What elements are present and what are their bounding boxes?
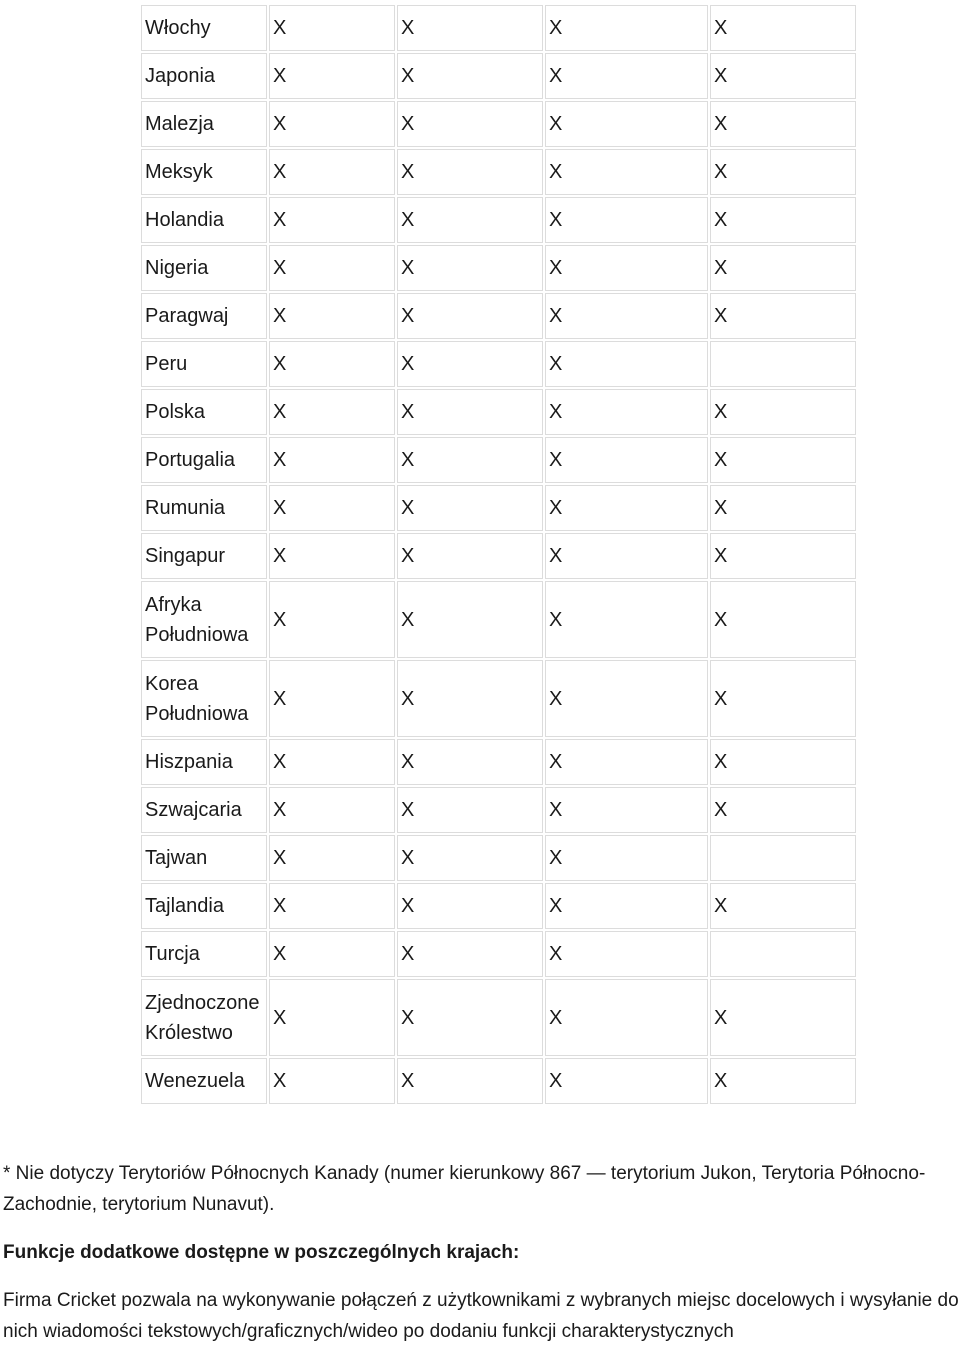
table-row (141, 787, 856, 833)
country-cell: Malezja (141, 101, 267, 147)
table-row (141, 1058, 856, 1104)
country-cell: Tajwan (141, 835, 267, 881)
table-row (141, 389, 856, 435)
country-cell: Korea Południowa (141, 660, 267, 737)
table-row (141, 660, 856, 737)
availability-cell: X (397, 293, 543, 339)
availability-cell: X (545, 979, 708, 1056)
availability-cell: X (545, 581, 708, 658)
availability-cell: X (545, 437, 708, 483)
country-cell: Wenezuela (141, 1058, 267, 1104)
availability-cell: X (269, 101, 395, 147)
availability-cell: X (710, 293, 856, 339)
availability-cell: X (710, 53, 856, 99)
availability-cell: X (397, 1058, 543, 1104)
availability-cell: X (545, 149, 708, 195)
table-row (141, 835, 856, 881)
availability-cell: X (397, 660, 543, 737)
availability-cell: X (269, 835, 395, 881)
availability-cell: X (710, 533, 856, 579)
availability-cell: X (397, 341, 543, 387)
availability-cell: X (269, 293, 395, 339)
availability-cell: X (545, 245, 708, 291)
availability-cell: X (710, 883, 856, 929)
availability-cell: X (269, 5, 395, 51)
availability-cell: X (397, 101, 543, 147)
availability-cell: X (710, 149, 856, 195)
availability-cell: X (397, 581, 543, 658)
availability-cell: X (710, 739, 856, 785)
availability-cell: X (269, 149, 395, 195)
availability-cell: X (397, 835, 543, 881)
availability-cell: X (710, 437, 856, 483)
availability-cell: X (397, 485, 543, 531)
availability-cell: X (545, 5, 708, 51)
country-cell: Włochy (141, 5, 267, 51)
table-row (141, 739, 856, 785)
table-row (141, 149, 856, 195)
availability-cell: X (710, 660, 856, 737)
country-cell: Tajlandia (141, 883, 267, 929)
footnote: * Nie dotyczy Terytoriów Północnych Kanady (numer kierunkowy 867 — terytorium Jukon, Terytoria Północno-Zachodnie, terytorium Nunavut). (3, 1163, 926, 1215)
availability-cell: X (545, 1058, 708, 1104)
availability-cell: X (545, 101, 708, 147)
country-cell: Peru (141, 341, 267, 387)
section-heading: Funkcje dodatkowe dostępne w poszczególnych krajach: (3, 1242, 520, 1263)
country-cell: Japonia (141, 53, 267, 99)
availability-cell: X (545, 533, 708, 579)
table-row (141, 101, 856, 147)
availability-cell: X (397, 149, 543, 195)
availability-cell: X (269, 660, 395, 737)
availability-cell: X (710, 101, 856, 147)
availability-cell: X (397, 197, 543, 243)
availability-cell: X (710, 389, 856, 435)
availability-cell: X (545, 53, 708, 99)
availability-cell (710, 835, 856, 881)
country-features-table (139, 3, 858, 1106)
availability-cell: X (397, 53, 543, 99)
availability-cell (710, 931, 856, 977)
table-row (141, 245, 856, 291)
availability-cell: X (710, 197, 856, 243)
availability-cell: X (269, 437, 395, 483)
availability-cell: X (397, 533, 543, 579)
availability-cell: X (545, 739, 708, 785)
availability-cell: X (269, 979, 395, 1056)
table-row (141, 931, 856, 977)
table-row (141, 883, 856, 929)
table-row (141, 5, 856, 51)
availability-cell: X (545, 883, 708, 929)
availability-cell: X (397, 437, 543, 483)
availability-cell: X (269, 1058, 395, 1104)
country-cell: Meksyk (141, 149, 267, 195)
availability-cell: X (710, 1058, 856, 1104)
availability-cell: X (545, 389, 708, 435)
table-body (141, 5, 856, 1104)
table-row (141, 979, 856, 1056)
availability-cell: X (545, 197, 708, 243)
availability-cell: X (397, 979, 543, 1056)
country-cell: Polska (141, 389, 267, 435)
availability-cell: X (397, 883, 543, 929)
country-cell: Nigeria (141, 245, 267, 291)
country-cell: Hiszpania (141, 739, 267, 785)
table-row (141, 53, 856, 99)
availability-cell: X (269, 883, 395, 929)
country-cell: Zjednoczone Królestwo (141, 979, 267, 1056)
availability-cell: X (269, 341, 395, 387)
availability-cell: X (269, 389, 395, 435)
country-cell: Singapur (141, 533, 267, 579)
availability-cell: X (710, 5, 856, 51)
availability-cell: X (545, 931, 708, 977)
availability-cell: X (269, 245, 395, 291)
availability-cell: X (710, 787, 856, 833)
country-cell: Portugalia (141, 437, 267, 483)
availability-cell: X (710, 979, 856, 1056)
table-row (141, 485, 856, 531)
availability-cell: X (269, 533, 395, 579)
availability-cell: X (710, 581, 856, 658)
availability-cell: X (545, 660, 708, 737)
table-row (141, 341, 856, 387)
availability-cell: X (397, 5, 543, 51)
table-row (141, 293, 856, 339)
availability-cell: X (269, 787, 395, 833)
availability-cell: X (397, 739, 543, 785)
availability-cell: X (269, 581, 395, 658)
availability-cell: X (545, 485, 708, 531)
country-cell: Holandia (141, 197, 267, 243)
availability-cell: X (269, 739, 395, 785)
country-cell: Paragwaj (141, 293, 267, 339)
table-row (141, 533, 856, 579)
table-row (141, 197, 856, 243)
country-cell: Szwajcaria (141, 787, 267, 833)
country-cell: Rumunia (141, 485, 267, 531)
availability-cell (710, 341, 856, 387)
availability-cell: X (397, 931, 543, 977)
availability-cell: X (545, 835, 708, 881)
country-cell: Turcja (141, 931, 267, 977)
country-cell: Afryka Południowa (141, 581, 267, 658)
table-row (141, 581, 856, 658)
availability-cell: X (397, 389, 543, 435)
availability-cell: X (269, 197, 395, 243)
availability-cell: X (545, 341, 708, 387)
availability-cell: X (710, 485, 856, 531)
availability-cell: X (710, 245, 856, 291)
availability-cell: X (545, 293, 708, 339)
availability-cell: X (545, 787, 708, 833)
body-paragraph: Firma Cricket pozwala na wykonywanie połączeń z użytkownikami z wybranych miejsc docelowych i wysyłanie do nich wiadomości tekstowych/graficznych/wideo po dodaniu funkcji charakterystycznych (3, 1290, 959, 1342)
availability-cell: X (269, 931, 395, 977)
table-row (141, 437, 856, 483)
availability-cell: X (269, 53, 395, 99)
availability-cell: X (269, 485, 395, 531)
availability-cell: X (397, 245, 543, 291)
availability-cell: X (397, 787, 543, 833)
